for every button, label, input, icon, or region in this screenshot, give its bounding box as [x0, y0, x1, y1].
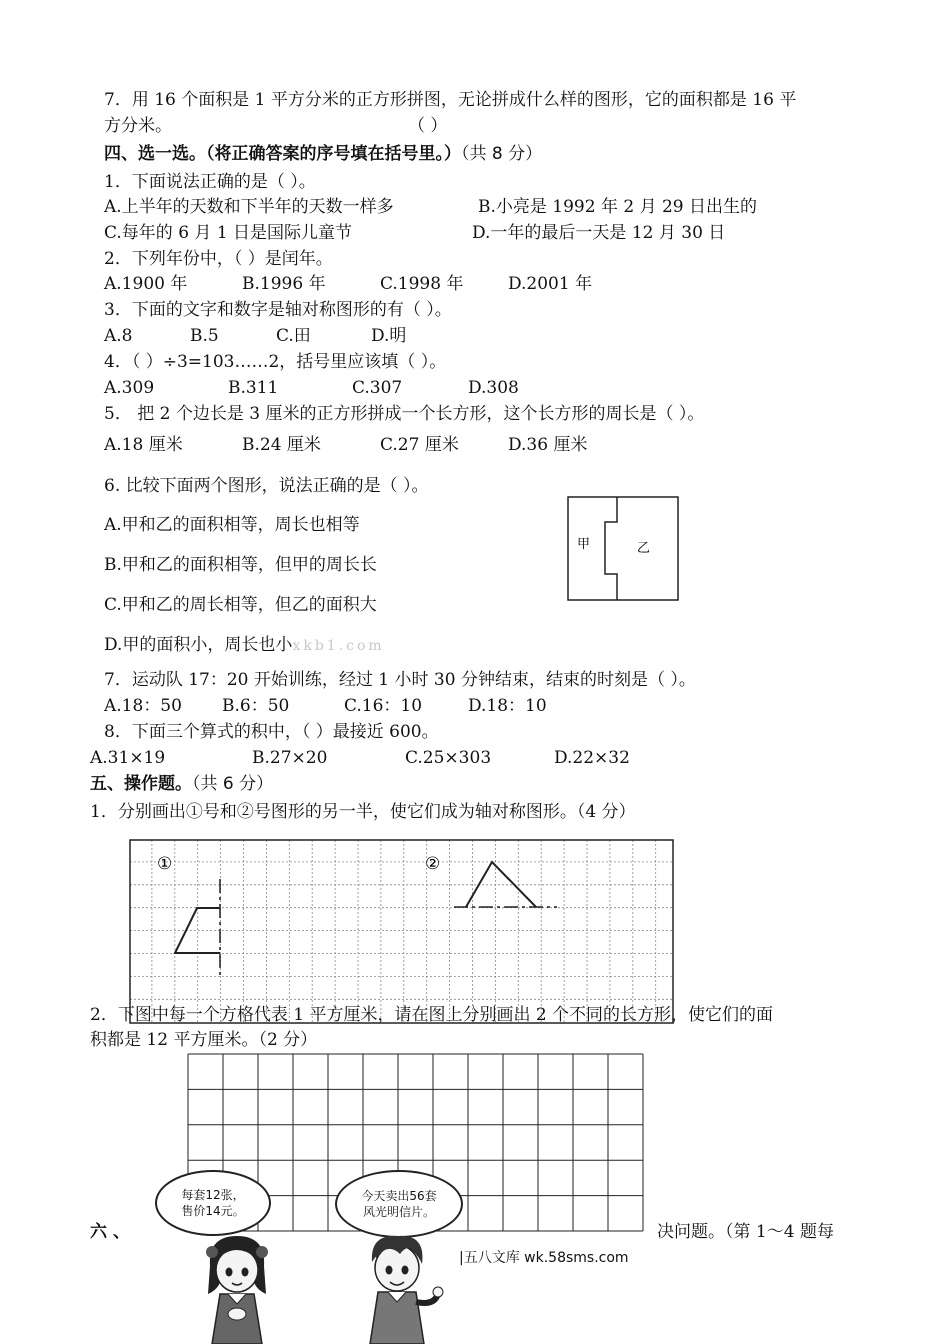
section-4-title: 四、选一选。（将正确答案的序号填在括号里。）	[104, 144, 461, 164]
girl-illustration	[192, 1232, 282, 1344]
q5-1-stem: 1．分别画出①号和②号图形的另一半，使它们成为轴对称图形。（4 分）	[90, 802, 636, 822]
q4-4-option-a: A.309	[104, 378, 155, 398]
girl-speech-line1: 每套12张，	[181, 1188, 245, 1202]
boy-speech-bubble	[335, 1170, 463, 1238]
question-3-7-line2: 方分米。	[104, 116, 172, 136]
answer-paren: （ ）	[408, 116, 448, 136]
q4-5-option-a: A.18 厘米	[104, 435, 183, 455]
q4-6-stem: 6. 比较下面两个图形，说法正确的是（ ）。	[104, 476, 429, 496]
q4-4-option-c: C.307	[352, 378, 403, 398]
figure-1-label: ①	[157, 854, 173, 874]
q4-2-option-c: C.1998 年	[380, 274, 464, 294]
q4-6-option-d-text: D.甲的面积小，周长也小	[104, 635, 293, 655]
q4-2-option-b: B.1996 年	[242, 274, 326, 294]
compare-shapes-figure	[567, 496, 679, 601]
q4-3-stem: 3．下面的文字和数字是轴对称图形的有（ ）。	[104, 300, 452, 320]
q4-8-option-c: C.25×303	[405, 748, 492, 768]
section-5-title: 五、操作题。	[90, 774, 192, 794]
q4-6-option-b: B.甲和乙的面积相等，但甲的周长长	[104, 555, 377, 575]
q4-8-option-a: A.31×19	[90, 748, 166, 768]
q5-2-line2: 积都是 12 平方厘米。（2 分）	[90, 1030, 318, 1050]
section-4-score: （共 8 分）	[461, 144, 543, 164]
boy-speech-line1: 今天卖出56套	[361, 1189, 437, 1203]
q4-3-option-b: B.5	[190, 326, 219, 346]
section-5-heading	[90, 773, 273, 795]
q4-8-option-d: D.22×32	[554, 748, 630, 768]
q4-2-option-a: A.1900 年	[104, 274, 188, 294]
question-3-7-line1: 7．用 16 个面积是 1 平方分米的正方形拼图，无论拼成什么样的图形，它的面积都是 16 平	[104, 90, 797, 110]
section-5-score: （共 6 分）	[192, 774, 274, 794]
q4-1-option-d: D.一年的最后一天是 12 月 30 日	[472, 223, 726, 243]
q4-5-option-d: D.36 厘米	[508, 435, 588, 455]
q4-3-option-a: A.8	[104, 326, 133, 346]
q4-8-stem: 8．下面三个算式的积中，（ ）最接近 600。	[104, 722, 439, 742]
q4-7-option-c: C.16：10	[344, 696, 423, 716]
boy-speech-line2: 风光明信片。	[362, 1205, 435, 1219]
symmetry-grid-figure	[129, 839, 674, 1024]
q4-3-option-d: D.明	[371, 326, 407, 346]
half-trapezoid-shape	[175, 908, 220, 953]
q5-2-line1: 2．下图中每一个方格代表 1 平方厘米，请在图上分别画出 2 个不同的长方形，使它们的面	[90, 1005, 774, 1025]
q4-7-option-b: B.6：50	[222, 696, 290, 716]
q4-2-option-d: D.2001 年	[508, 274, 593, 294]
q4-5-option-b: B.24 厘米	[242, 435, 321, 455]
q4-6-option-c: C.甲和乙的周长相等，但乙的面积大	[104, 595, 377, 615]
girl-speech-bubble	[155, 1170, 271, 1236]
shape-yi-label: 乙	[637, 541, 651, 556]
q4-2-stem: 2．下列年份中，（ ）是闰年。	[104, 249, 333, 269]
section-6-heading-start: 六 、	[90, 1222, 130, 1242]
q4-5-option-c: C.27 厘米	[380, 435, 459, 455]
q4-4-stem: 4．（ ）÷3=103……2，括号里应该填（ ）。	[104, 352, 447, 372]
q4-3-option-c: C.田	[276, 326, 311, 346]
section-4-heading	[104, 143, 542, 165]
figure-2-label: ②	[425, 854, 441, 874]
footer-watermark: |五八文库 wk.58sms.com	[459, 1250, 629, 1266]
q4-5-stem: 5． 把 2 个边长是 3 厘米的正方形拼成一个长方形，这个长方形的周长是（ ）。	[104, 404, 705, 424]
boy-illustration	[352, 1232, 442, 1344]
q4-6-option-d	[104, 634, 385, 657]
q4-1-option-c: C.每年的 6 月 1 日是国际儿童节	[104, 223, 353, 243]
watermark-text: xkb1.com	[292, 638, 385, 654]
section-6-heading-end: 决问题。（第 1～4 题每	[657, 1222, 834, 1242]
girl-speech-line2: 售价14元。	[181, 1204, 245, 1218]
half-triangle-shape	[466, 862, 536, 907]
shape-jia-label: 甲	[577, 537, 591, 552]
q4-4-option-d: D.308	[468, 378, 519, 398]
q4-7-option-d: D.18：10	[468, 696, 547, 716]
q4-8-option-b: B.27×20	[252, 748, 328, 768]
q4-1-stem: 1．下面说法正确的是（ ）。	[104, 172, 316, 192]
q4-7-option-a: A.18：50	[104, 696, 182, 716]
q4-1-option-a: A.上半年的天数和下半年的天数一样多	[104, 197, 394, 217]
q4-4-option-b: B.311	[228, 378, 279, 398]
q4-6-option-a: A.甲和乙的面积相等，周长也相等	[104, 515, 360, 535]
q4-1-option-b: B.小亮是 1992 年 2 月 29 日出生的	[478, 197, 758, 217]
q4-7-stem: 7．运动队 17：20 开始训练，经过 1 小时 30 分钟结束，结束的时刻是（ ）。	[104, 670, 696, 690]
